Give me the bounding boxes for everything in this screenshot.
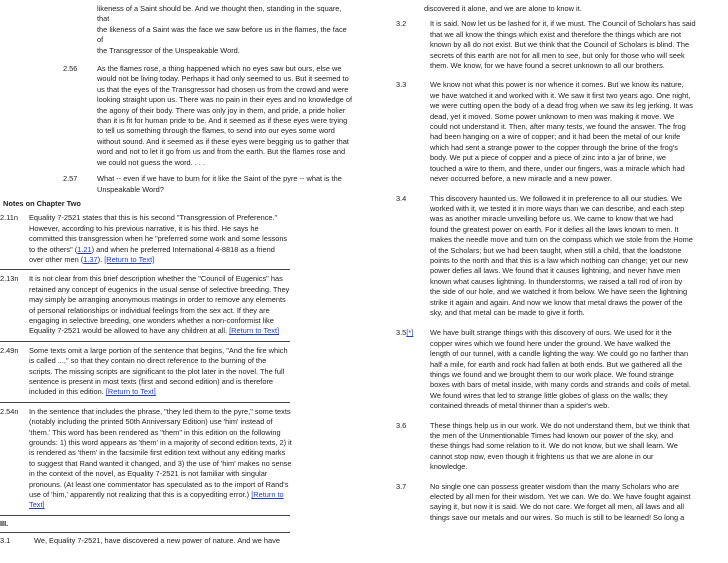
paragraph-text: We know not what this power is nor whence it comes. But we know its nature, we have watched it and worked with it. We saw it first two years ago. One night, we were cutting open the body of a dead frog when we saw its leg jerking. It was dead, yet it moved. Some power unknown to men was making it move. We could not understand it. Then, after many tests, we found the answer. The frog had been hanging on a wire of copper; and it had been the metal of our knife which had sent a strange power to the copper through the brine of the frog's body. We put a piece of copper and a piece of zinc into a jar of brine, we touched a wire to them, and there, under our fingers, was a miracle which had never occurred before, a new miracle and a new power. — [430, 80, 693, 184]
note-number: 2.49n — [0, 345, 19, 355]
return-to-text-link[interactable]: Text] — [29, 500, 45, 510]
paragraph-3-1 — [0, 536, 358, 546]
left-column — [0, 0, 358, 551]
paragraph-3-6 — [366, 421, 728, 473]
note-body: In the sentence that includes the phrase, "they led them to the pyre," some texts (notably including the printed 50th Anniversary Edition) use 'him' instead of 'them.' This word has been rendered as "them" in this edition on the following grounds: 1) this word appears as 'them' in a majority of second edition texts, 2) it is rendered as 'them' in the facsimile first edition text without any editing marks to suggest that Rand wanted it changed, and 3) the use of 'him' makes no sense in the context of the novel, as Equality 7-2521 is not familiar with singular pronouns. (At least one commentator has speculated as to the import of Rand's use of 'him,' apparently not realizing that this is a copyediting error.) — [29, 406, 292, 500]
return-to-text-link[interactable]: [Return to — [251, 490, 284, 500]
paragraph-number: 3.2 — [396, 19, 407, 29]
note-body: ) and when he preferred International 4-8818 as a friend over other men ( — [29, 244, 275, 264]
divider — [0, 515, 290, 516]
notes-heading: Notes on Chapter Two — [3, 198, 81, 208]
note-body: Some texts omit a large portion of the sentence that begins, "And the fire which is called ...," so that they contain no direct reference to the burning of the scripts. The missing scripts are significant to the plot later in the novel. The full sentence is present in most texts (first and second edition) and is therefore included in this edition. — [29, 345, 288, 397]
paragraph-text: discovered it alone, and we are alone to know it. — [424, 4, 582, 13]
paragraph-3-2 — [366, 19, 728, 71]
paragraph-3-7 — [366, 482, 728, 524]
return-to-text-link[interactable]: [Return to Text] — [104, 254, 155, 264]
paragraph-text: It is said. Now let us be lashed for it, if we must. The Council of Scholars has said that we all know the things which exist and therefore the things which are not known by all do not exist. But we think that the Council of Scholars is blind. The secrets of this earth are not for all men to see, but only for those who will seek them. We know, for we have found a secret unknown to all our brothers. — [430, 19, 696, 71]
paragraph-text: We, Equality 7-2521, have discovered a new power of nature. And we have — [34, 536, 280, 546]
paragraph-number-text: 3.5 — [396, 328, 407, 338]
divider — [0, 402, 290, 403]
divider — [0, 532, 290, 533]
paragraph-number: 3.4 — [396, 193, 407, 203]
paragraph-continuation — [366, 4, 728, 14]
footnote-link[interactable]: [*] — [406, 328, 414, 338]
note-2-54n — [0, 407, 358, 511]
note-text — [29, 407, 358, 511]
paragraph-text: As the flames rose, a thing happened which no eyes saw but ours, else we would not be living today. Perhaps it had only seemed to us. But it seemed to us that the eyes of the Transgressor had chosen us from the crowd and were looking straight upon us. There was no pain in their eyes and no knowledge of the agony of their body. There was only joy in them, and pride, a pride holier than it is fit for human pride to be. And it seemed as if these eyes were trying to tell us something through the flames, to send into our eyes some word without sound. And it seemed as if these eyes were begging us to gather that word and not to let it go from us and from the earth. But the flames rose and we could not guess the word. . . . — [97, 64, 353, 167]
note-number: 2.13n — [0, 274, 19, 284]
note-body: Equality 7-2521 states that this is his second "Transgression of Preference." However, according to his previous narrative, it is his third. He says he committed this transgression when he "preferred some work and some lessons to the others" ( — [29, 213, 288, 254]
note-body: ). — [97, 254, 105, 264]
note-2-49n — [0, 346, 358, 398]
ref-link-1-37[interactable]: 1.37 — [83, 254, 98, 264]
paragraph-number: 3.7 — [396, 481, 407, 491]
note-text — [29, 213, 358, 265]
note-2-11n — [0, 213, 358, 265]
paragraph-number: 3.3 — [396, 80, 407, 90]
return-to-text-link[interactable]: [Return to Text] — [229, 326, 280, 336]
note-body: It is not clear from this brief description whether the "Council of Eugenics" has retained any concept of eugenics in the usual sense of selective breeding. They may simply be arranging anonymous matings in order to remove any elements of personal relationships or individual feelings from the sex act. If they are engaging in selective breeding, one wonders whether a non-conformist like Equality 7-2521 would be allowed to have any children at all. — [29, 274, 290, 336]
paragraph-text: What -- even if we have to burn for it like the Saint of the pyre -- what is the Unspeakable Word? — [97, 174, 342, 194]
paragraph-number: 2.57 — [63, 174, 78, 184]
paragraph-3-3 — [366, 80, 728, 184]
divider — [0, 341, 290, 342]
paragraph-text: This discovery haunted us. We followed it in preference to all our studies. We worked with it, we tested it in more ways than we can describe, and each step was as another miracle unveiling before us. We came to know that we had found the greatest power on earth. For it defies all the laws known to men. It makes the needle move and turn on the compass which we stole from the Home of the Scholars; but we had been taught, when still a child, that the loadstone points to the north and that this is a law which nothing can change; yet our new power defies all laws. We found that it causes lightning, and never have men known what causes lightning. In thunderstorms, we raised a tall rod of iron by the side of our hole, and we watched it from below. We have seen the lightning strike it again and again. And now we know that metal draws the power of the sky, and that metal can be made to give it forth. — [430, 193, 693, 317]
note-2-13n — [0, 274, 358, 336]
paragraph-3-5 — [366, 328, 728, 411]
paragraph-text: We have built strange things with this discovery of ours. We used for it the copper wires which we found here under the ground. We have walked the length of our tunnel, with a candle lighting the way. We could go no farther than half a mile, for earth and rock had fallen at both ends. But we gathered all the things we found and we brought them to our work place. We found strange boxes with bars of metal inside, with many cords and strands and coils of metal. We found wires that led to strange little globes of glass on the walls; they contained threads of metal thinner than a spider's web. — [430, 328, 691, 411]
paragraph-2-57 — [0, 174, 358, 195]
right-column — [366, 0, 728, 527]
ref-link-1-21[interactable]: 1.21 — [77, 244, 92, 254]
note-text — [29, 346, 358, 398]
chapter-heading: III. — [0, 518, 9, 528]
divider — [0, 269, 290, 270]
paragraph-number: 3.1 — [0, 536, 11, 546]
paragraph-continuation — [0, 4, 358, 56]
paragraph-3-4 — [366, 194, 728, 319]
note-number: 2.11n — [0, 213, 18, 223]
paragraph-number: 3.6 — [396, 420, 407, 430]
note-number: 2.54n — [0, 406, 19, 416]
paragraph-text: No single one can possess greater wisdom than the many Scholars who are elected by all men for their wisdom. Yet we can. We do. We have fought against saying it, but now it is said. We do not care. We forget all men, all laws and all things save our metals and our wires. So much is still to be learned! So long a — [430, 481, 691, 522]
paragraph-text: likeness of a Saint should be. And we thought then, standing in the square, that the likeness of a Saint was the face we saw before us in the flames, the face of the Transgressor of the Unspeakable Word. — [97, 4, 347, 55]
paragraph-number — [366, 328, 430, 411]
return-to-text-link[interactable]: [Return to Text] — [105, 387, 156, 397]
paragraph-text: These things help us in our work. We do not understand them, but we think that the men of the Unmentionable Times had known our power of the sky, and these things had some relation to it. We do not know, but we shall learn. We cannot stop now, even though it frightens us that we are alone in our knowledge. — [430, 420, 690, 472]
paragraph-number: 2.56 — [63, 64, 78, 74]
paragraph-2-56 — [0, 64, 358, 168]
note-text — [29, 274, 358, 336]
